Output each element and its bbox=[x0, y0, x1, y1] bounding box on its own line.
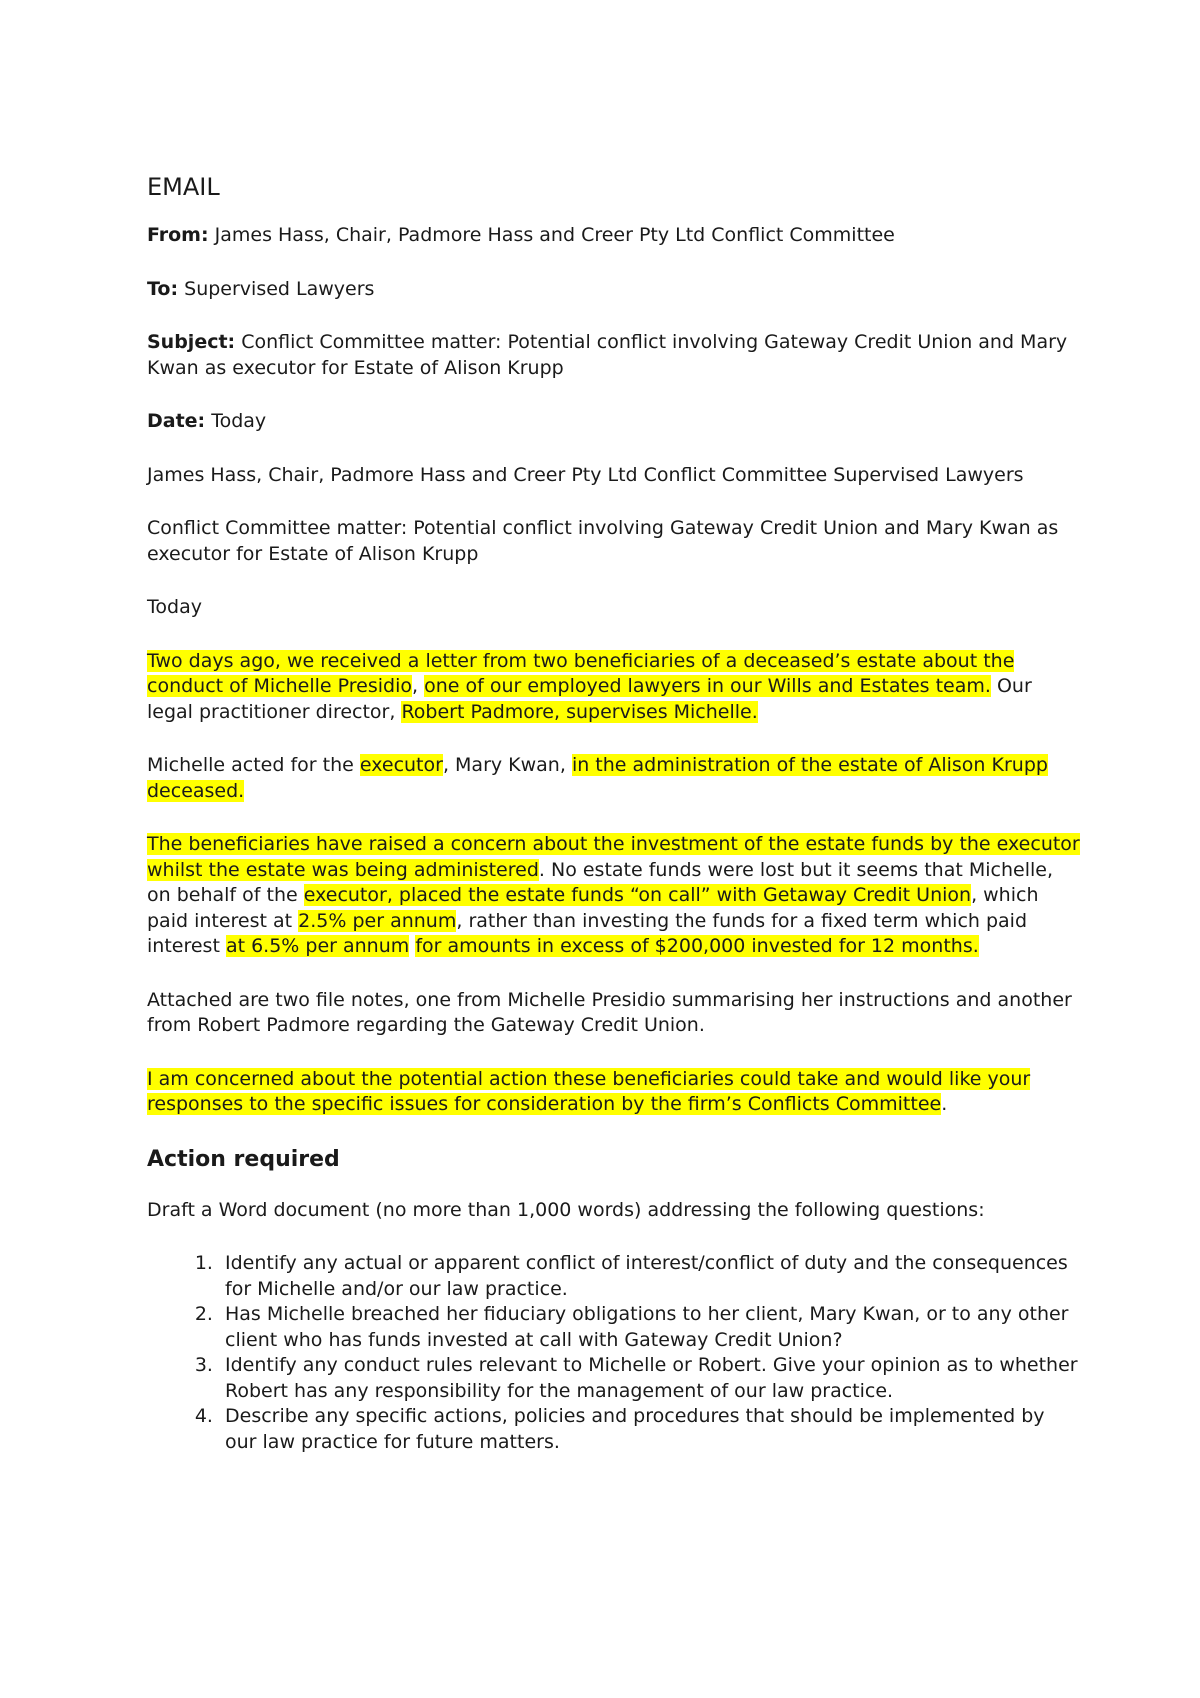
subject-value: Conflict Committee matter: Potential conflict involving Gateway Credit Union and Mary Kwan as executor for Estate of Alison Krupp bbox=[147, 331, 1068, 379]
body-text: . bbox=[941, 1093, 948, 1115]
question-item: 1. Identify any actual or apparent conflict of interest/conflict of duty and the consequences for Michelle and/or our law practice. bbox=[219, 1251, 1080, 1302]
to-label: To: bbox=[147, 277, 179, 300]
action-intro: Draft a Word document (no more than 1,000 words) addressing the following questions: bbox=[147, 1198, 985, 1221]
question-item: 2. Has Michelle breached her fiduciary obligations to her client, Mary Kwan, or to any other client who has funds invested at call with Gateway Credit Union? bbox=[219, 1302, 1080, 1353]
questions-list bbox=[147, 1251, 1080, 1455]
body-text: Our legal practitioner director, bbox=[147, 675, 1032, 723]
highlight-text: 2.5% per annum bbox=[298, 909, 457, 932]
highlight-text: in the administration of the estate of Alison Krupp deceased. bbox=[147, 754, 1048, 802]
from-label: From: bbox=[147, 224, 209, 246]
body-text: , rather than investing the funds for a fixed term which paid interest bbox=[147, 909, 1028, 957]
from-line bbox=[147, 223, 1080, 249]
date-value: Today bbox=[211, 410, 267, 432]
subject-line bbox=[147, 330, 1080, 381]
question-item: 4. Describe any specific actions, policies and procedures that should be implemented by our law practice for future matters. bbox=[219, 1404, 1080, 1455]
body-text: . No estate funds were lost but it seems that Michelle, on behalf of the bbox=[147, 858, 1053, 906]
paragraph-executor bbox=[147, 753, 1080, 804]
repeat-sender: James Hass, Chair, Padmore Hass and Creer Pty Ltd Conflict Committee Supervised Lawyers bbox=[147, 463, 1024, 486]
question-item: 3. Identify any conduct rules relevant to Michelle or Robert. Give your opinion as to whether Robert has any responsibility for the management of our law practice. bbox=[219, 1353, 1080, 1404]
body-text: Michelle acted for the bbox=[147, 754, 360, 776]
body-text: , bbox=[412, 675, 425, 697]
action-required-heading: Action required bbox=[147, 1146, 340, 1172]
repeat-subject: Conflict Committee matter: Potential conflict involving Gateway Credit Union and Mary Kwan as executor for Estate of Alison Krupp bbox=[147, 517, 1059, 565]
paragraph-attachments: Attached are two file notes, one from Michelle Presidio summarising her instructions and another from Robert Padmore regarding the Gateway Credit Union. bbox=[147, 988, 1072, 1036]
highlight-text: one of our employed lawyers in our Wills and Estates team. bbox=[424, 675, 991, 697]
to-line bbox=[147, 277, 1080, 303]
highlight-text: executor, placed the estate funds “on call” with Getaway Credit Union bbox=[303, 884, 972, 906]
paragraph-letter-received bbox=[147, 649, 1080, 726]
highlight-text: executor bbox=[359, 754, 443, 776]
highlight-text: Robert Padmore, supervises Michelle. bbox=[401, 700, 758, 723]
highlight-text: for amounts in excess of $200,000 invested for 12 months. bbox=[415, 935, 979, 957]
subject-label: Subject: bbox=[147, 331, 236, 353]
document-heading: EMAIL bbox=[147, 173, 220, 201]
date-line bbox=[147, 409, 1080, 435]
highlight-text: at 6.5% per annum bbox=[225, 935, 410, 957]
to-value: Supervised Lawyers bbox=[184, 277, 375, 300]
paragraph-responses bbox=[147, 1067, 1080, 1118]
highlight-text: The beneficiaries have raised a concern about the investment of the estate funds by the executor whilst the estate was being administered bbox=[147, 833, 1080, 881]
highlight-text: I am concerned about the potential action these beneficiaries could take and would like your responses to the specific issues for consideration by the firm’s Conflicts Committee bbox=[147, 1067, 1031, 1115]
from-value: James Hass, Chair, Padmore Hass and Creer Pty Ltd Conflict Committee bbox=[214, 224, 895, 246]
date-label: Date: bbox=[147, 410, 206, 432]
body-text: , which paid interest at bbox=[147, 884, 1039, 932]
paragraph-concern bbox=[147, 832, 1080, 960]
highlight-text: Two days ago, we received a letter from two beneficiaries of a deceased’s estate about the conduct of Michelle Presidio bbox=[147, 649, 1015, 697]
repeat-date: Today bbox=[147, 596, 202, 618]
body-text: , Mary Kwan, bbox=[442, 754, 572, 776]
